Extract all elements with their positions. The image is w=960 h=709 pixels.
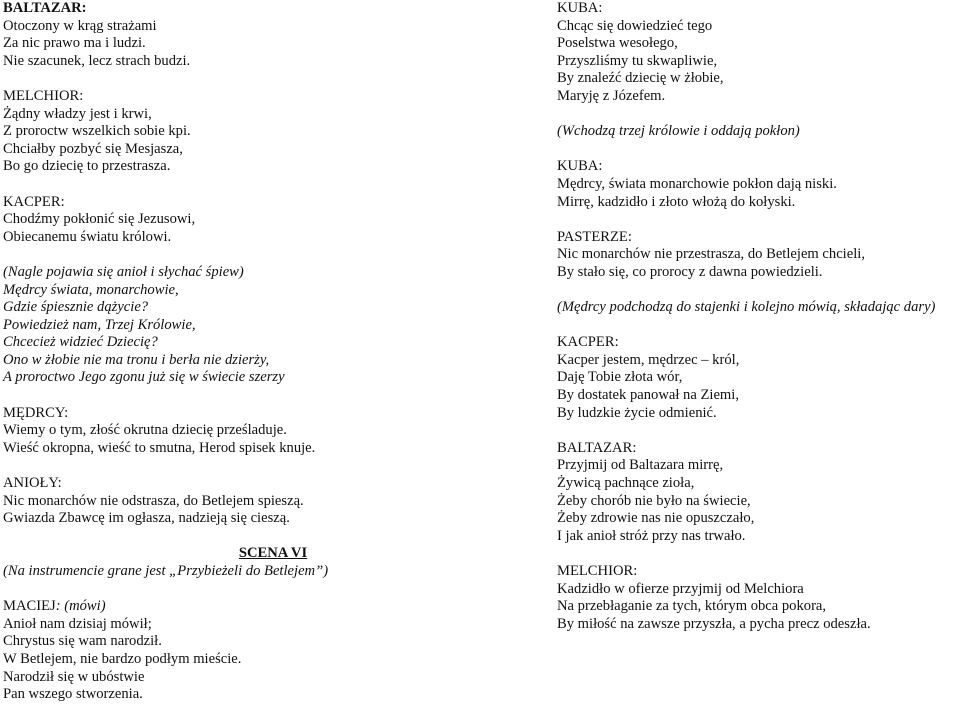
speaker-maciej: MACIEJ <box>3 598 56 615</box>
verse-line: By znaleźć dziecię w żłobie, <box>557 70 724 87</box>
verse-line: Nic monarchów nie przestrasza, do Betlejem chcieli, <box>557 246 865 263</box>
speaker-kuba: KUBA: <box>557 158 603 175</box>
speaker-aside: : (mówi) <box>55 598 106 615</box>
speaker-medrcy: MĘDRCY: <box>3 404 69 421</box>
verse-line: Nie szacunek, lecz strach budzi. <box>3 52 191 69</box>
speaker-baltazar: BALTAZAR: <box>557 439 637 456</box>
song-line: Mędrcy świata, monarchowie, <box>3 281 179 298</box>
verse-line: Pan wszego stworzenia. <box>3 686 143 703</box>
verse-line: Kacper jestem, mędrzec – król, <box>557 351 740 368</box>
verse-line: Anioł nam dzisiaj mówił; <box>3 615 152 632</box>
verse-line: Przyjmij od Baltazara mirrę, <box>557 457 724 474</box>
verse-line: Gwiazda Zbawcę im ogłasza, nadzieją się cieszą. <box>3 510 290 527</box>
speaker-line-maciej <box>3 598 543 616</box>
verse-line: By dostatek panował na Ziemi, <box>557 387 739 404</box>
song-line: Chcecież widzieć Dziecię? <box>3 334 158 351</box>
speaker-baltazar: BALTAZAR: <box>3 0 87 16</box>
speaker-melchior: MELCHIOR: <box>557 563 638 579</box>
stage-direction: (Mędrcy podchodzą do stajenki i kolejno mówią, składając dary) <box>557 299 936 316</box>
verse-line: Bo go dziecię to przestrasza. <box>3 158 171 175</box>
right-column <box>557 0 960 633</box>
verse-line: Za nic prawo ma i ludzi. <box>3 35 146 52</box>
speaker-kuba: KUBA: <box>557 0 603 16</box>
verse-line: Chodźmy pokłonić się Jezusowi, <box>3 211 196 228</box>
stage-direction: (Na instrumencie grane jest „Przybieżeli do Betlejem”) <box>3 563 329 579</box>
verse-line: Daję Tobie złota wór, <box>557 369 683 386</box>
song-line: Powiedzież nam, Trzej Królowie, <box>3 316 196 333</box>
left-column <box>3 0 543 704</box>
verse-line: Maryję z Józefem. <box>557 87 666 104</box>
speaker-melchior: MELCHIOR: <box>3 87 84 104</box>
verse-line: Narodził się w ubóstwie <box>3 668 145 685</box>
verse-line: Chrystus się wam narodził. <box>3 633 162 650</box>
verse-line: I jak anioł stróż przy nas trwało. <box>557 527 746 544</box>
verse-line: Żądny władzy jest i krwi, <box>3 105 152 122</box>
verse-line: Kadzidło w ofierze przyjmij od Melchiora <box>557 580 804 597</box>
scene-heading <box>3 545 543 563</box>
verse-line: Żeby chorób nie było na świecie, <box>557 492 751 509</box>
verse-line: By miłość na zawsze przyszła, a pycha precz odeszła. <box>557 615 871 632</box>
speaker-anioly: ANIOŁY: <box>3 475 62 492</box>
verse-line: Na przebłaganie za tych, którym obca pokora, <box>557 598 827 615</box>
verse-line: Mędrcy, świata monarchowie pokłon dają niski. <box>557 175 837 192</box>
song-line: Ono w żłobie nie ma tronu i berła nie dzierży, <box>3 351 270 368</box>
verse-line: Obiecanemu światu królowi. <box>3 228 172 245</box>
verse-line: Żeby zdrowie nas nie opuszczało, <box>557 510 755 527</box>
verse-line: Otoczony w krąg strażami <box>3 17 157 34</box>
verse-line: W Betlejem, nie bardzo podłym mieście. <box>3 650 242 667</box>
verse-line: Mirrę, kadzidło i złoto włożą do kołyski. <box>557 193 796 210</box>
verse-line: Chciałby pozbyć się Mesjasza, <box>3 140 183 157</box>
verse-line: Chcąc się dowiedzieć tego <box>557 17 713 34</box>
verse-line: By stało się, co prorocy z dawna powiedzieli. <box>557 263 823 280</box>
verse-line: Poselstwa wesołego, <box>557 35 678 52</box>
scene-title: SCENA VI <box>238 545 308 562</box>
song-line: A proroctwo Jego zgonu już się w świecie szerzy <box>3 369 285 386</box>
verse-line: Wieść okropna, wieść to smutna, Herod spisek knuje. <box>3 439 316 456</box>
stage-direction: (Wchodzą trzej królowie i oddają pokłon) <box>557 123 800 140</box>
verse-line: Nic monarchów nie odstrasza, do Betlejem spieszą. <box>3 492 304 509</box>
verse-line: Żywicą pachnące zioła, <box>557 475 695 492</box>
speaker-kacper: KACPER: <box>557 334 619 351</box>
speaker-pasterze: PASTERZE: <box>557 228 632 245</box>
stage-direction: (Nagle pojawia się anioł i słychać śpiew) <box>3 263 244 280</box>
verse-line: Wiemy o tym, złość okrutna dziecię prześladuje. <box>3 422 287 439</box>
song-line: Gdzie śpiesznie dążycie? <box>3 299 149 316</box>
speaker-kacper: KACPER: <box>3 193 65 210</box>
verse-line: Z proroctw wszelkich sobie kpi. <box>3 123 191 140</box>
verse-line: By ludzkie życie odmienić. <box>557 404 717 421</box>
verse-line: Przyszliśmy tu skwapliwie, <box>557 52 718 69</box>
